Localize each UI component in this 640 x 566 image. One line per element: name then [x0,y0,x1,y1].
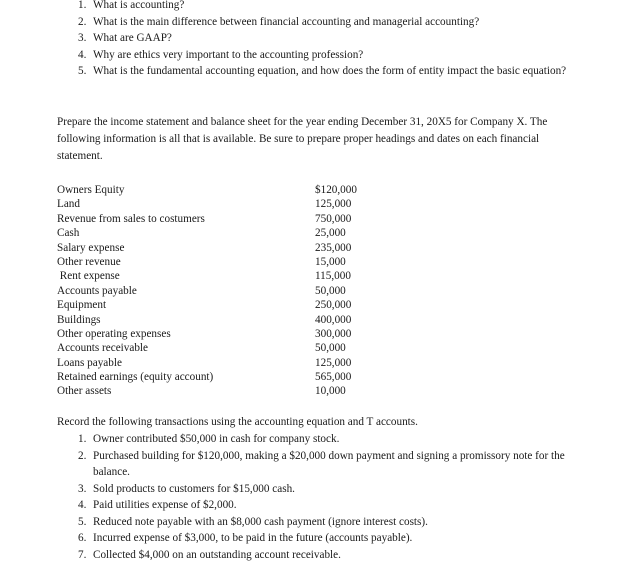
account-name: Accounts payable [57,284,137,297]
account-value: 50,000 [315,284,346,297]
question-text: What are GAAP? [93,32,172,44]
question-number: 3. [78,32,87,44]
transaction-text: Paid utilities expense of $2,000. [93,499,237,511]
transaction-number: 4. [78,499,87,511]
question-text: What is accounting? [93,0,185,11]
transaction-text: Collected $4,000 on an outstanding account receivable. [93,548,341,561]
transaction-number: 2. [78,449,87,462]
transaction-item [78,448,588,481]
account-row [57,226,377,240]
account-name: Other assets [57,385,112,398]
transaction-text: Owner contributed $50,000 in cash for company stock. [93,433,340,445]
account-row [57,197,377,211]
account-value: 125,000 [315,356,352,369]
transaction-number: 3. [78,482,87,495]
transaction-item [78,530,588,547]
question-text: What is the fundamental accounting equation, and how does the form of entity impact the basic equation? [93,65,567,77]
account-name: Loans payable [57,356,122,369]
transaction-item [78,481,588,498]
questions-list [78,0,588,80]
transaction-item [78,547,588,564]
account-value: 50,000 [315,342,346,355]
transaction-item [78,431,588,448]
transaction-number: 1. [78,433,87,445]
transaction-item [78,497,588,514]
transaction-item [78,514,588,531]
transaction-text: Reduced note payable with an $8,000 cash payment (ignore interest costs). [93,515,428,528]
question-item [78,14,588,31]
account-value: 115,000 [315,270,351,283]
transactions-intro: Record the following transactions using the accounting equation and T accounts. [57,416,418,428]
account-value: 565,000 [315,371,352,384]
account-row [57,241,377,255]
transaction-text: Sold products to customers for $15,000 cash. [93,482,295,495]
account-value: 10,000 [315,385,346,398]
account-row [57,298,377,312]
account-row [57,313,377,327]
transaction-text: Purchased building for $120,000, making a $20,000 down payment and signing a promissory note for the balance. [93,449,565,478]
account-value: 250,000 [315,299,352,312]
question-number: 2. [78,15,87,28]
account-row [57,356,377,370]
account-value: $120,000 [315,184,357,196]
account-name: Accounts receivable [57,342,149,355]
account-row [57,284,377,298]
account-name: Land [57,198,80,211]
account-row [57,255,377,269]
question-number: 1. [78,0,87,11]
account-name: Other revenue [57,255,121,268]
question-number: 5. [78,65,87,77]
question-item [78,0,588,14]
account-value: 400,000 [315,313,352,326]
account-row [57,212,377,226]
account-name: Salary expense [57,241,125,254]
question-text: What is the main difference between financial accounting and managerial accounting? [93,15,480,28]
account-name: Rent expense [57,270,120,283]
accounts-list [57,183,377,399]
account-name: Revenue from sales to costumers [57,212,205,225]
account-value: 15,000 [315,255,346,268]
transaction-number: 6. [78,532,87,544]
account-name: Buildings [57,313,101,326]
account-row [57,370,377,384]
account-row [57,384,377,398]
account-value: 25,000 [315,227,346,240]
account-name: Owners Equity [57,184,125,196]
account-name: Equipment [57,299,107,312]
account-row [57,183,377,197]
account-row [57,341,377,355]
account-value: 750,000 [315,212,352,225]
question-item [78,30,588,47]
account-row [57,327,377,341]
account-name: Retained earnings (equity account) [57,371,214,384]
transaction-text: Incurred expense of $3,000, to be paid in the future (accounts payable). [93,532,413,544]
transaction-number: 5. [78,515,87,528]
transactions-list [78,431,588,563]
question-item [78,63,588,80]
account-value: 300,000 [315,327,352,340]
account-row [57,269,377,283]
instructions-paragraph: Prepare the income statement and balance sheet for the year ending December 31, 20X5 for Company X. The following information is all that is available. Be sure to prepare proper headings and dates on each financial statement. [57,116,548,162]
question-item [78,47,588,64]
transaction-number: 7. [78,548,87,561]
account-value: 235,000 [315,241,352,254]
account-name: Other operating expenses [57,327,171,340]
question-text: Why are ethics very important to the accounting profession? [93,48,364,61]
account-name: Cash [57,227,80,240]
account-value: 125,000 [315,198,352,211]
question-number: 4. [78,48,87,61]
